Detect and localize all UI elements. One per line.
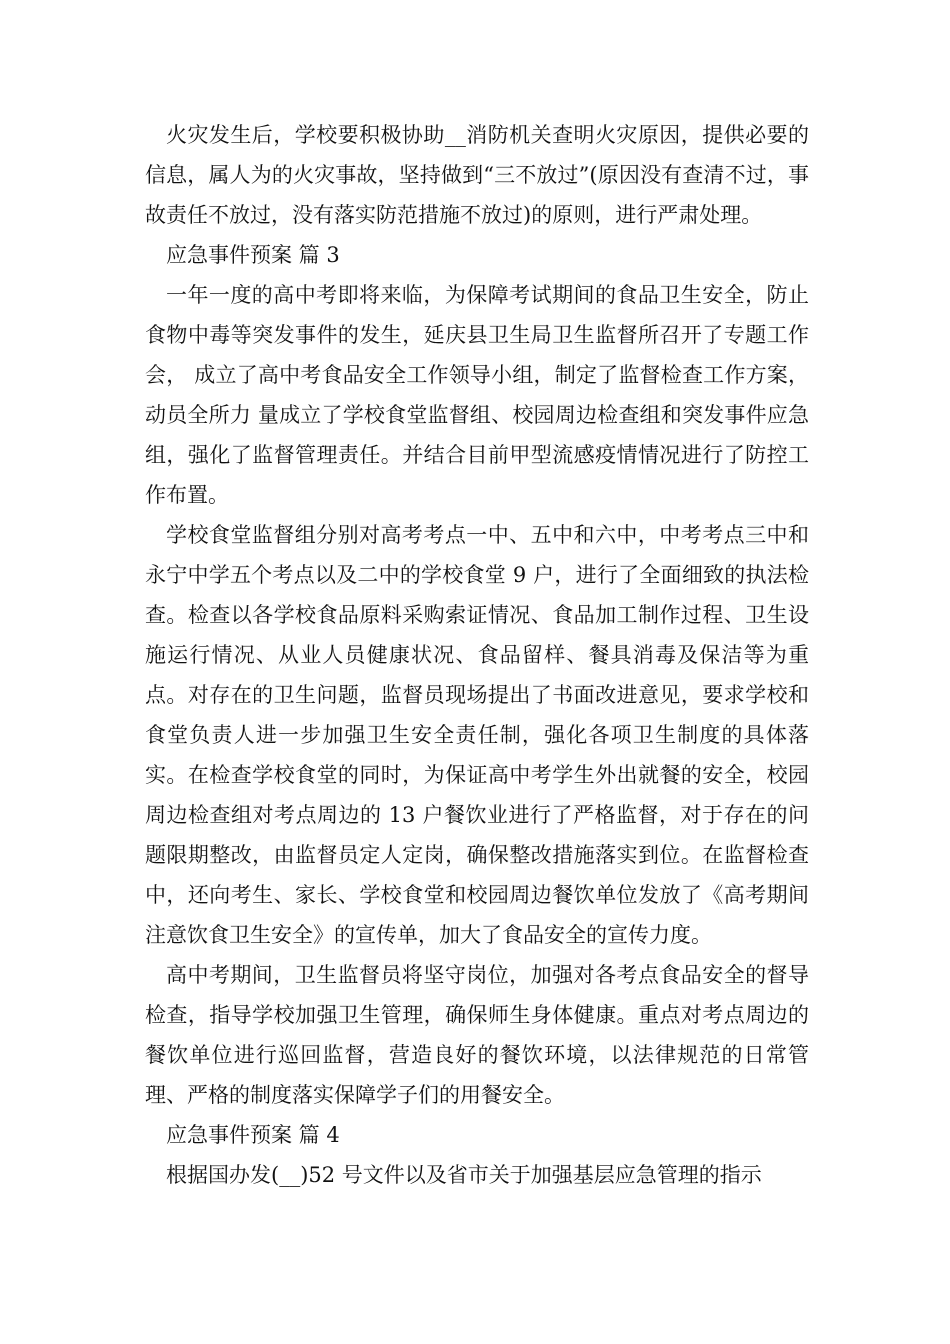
section-heading-3: 应急事件预案 篇 3 bbox=[166, 243, 340, 267]
paragraph-exam-food-safety-intro: 一年一度的高中考即将来临，为保障考试期间的食品卫生安全，防止食物中毒等突发事件的发生，延庆县卫生局卫生监督所召开了专题工作会， 成立了高中考食品安全工作领导小组，制定了监督检查工作方案，动员全所力 量成立了学校食堂监督组、校园周边检查组和突发事件应急组，强化了监督管理责任。并结合目前甲型流感疫情情况进行了防控工作布置。 bbox=[145, 283, 809, 507]
paragraph-fire-handling: 火灾发生后，学校要积极协助__消防机关查明火灾原因，提供必要的信息，属人为的火灾事故，坚持做到“三不放过”(原因没有查清不过，事故责任不放过，没有落实防范措施不放过)的原则，进行严肃处理。 bbox=[145, 123, 809, 227]
section-heading-4: 应急事件预案 篇 4 bbox=[166, 1123, 340, 1147]
paragraph-canteen-inspection: 学校食堂监督组分别对高考考点一中、五中和六中，中考考点三中和永宁中学五个考点以及二中的学校食堂 9 户，进行了全面细致的执法检查。检查以各学校食品原料采购索证情况、食品加工制作过程、卫生设施运行情况、从业人员健康状况、食品留样、餐具消毒及保洁等为重点。对存在的卫生问题，监督员现场提出了书面改进意见，要求学校和食堂负责人进一步加强卫生安全责任制，强化各项卫生制度的具体落实。在检查学校食堂的同时，为保证高中考学生外出就餐的安全，校园周边检查组对考点周边的 13 户餐饮业进行了严格监督，对于存在的问题限期整改，由监督员定人定岗，确保整改措施落实到位。在监督检查中，还向考生、家长、学校食堂和校园周边餐饮单位发放了《高考期间注意饮食卫生安全》的宣传单，加大了食品安全的宣传力度。 bbox=[145, 523, 809, 947]
document-body bbox=[145, 115, 809, 1195]
paragraph-emergency-management: 根据国办发(__)52 号文件以及省市关于加强基层应急管理的指示 bbox=[166, 1163, 762, 1187]
paragraph-exam-period-supervision: 高中考期间，卫生监督员将坚守岗位，加强对各考点食品安全的督导检查，指导学校加强卫生管理，确保师生身体健康。重点对考点周边的餐饮单位进行巡回监督，营造良好的餐饮环境，以法律规范的日常管理、严格的制度落实保障学子们的用餐安全。 bbox=[145, 963, 809, 1107]
